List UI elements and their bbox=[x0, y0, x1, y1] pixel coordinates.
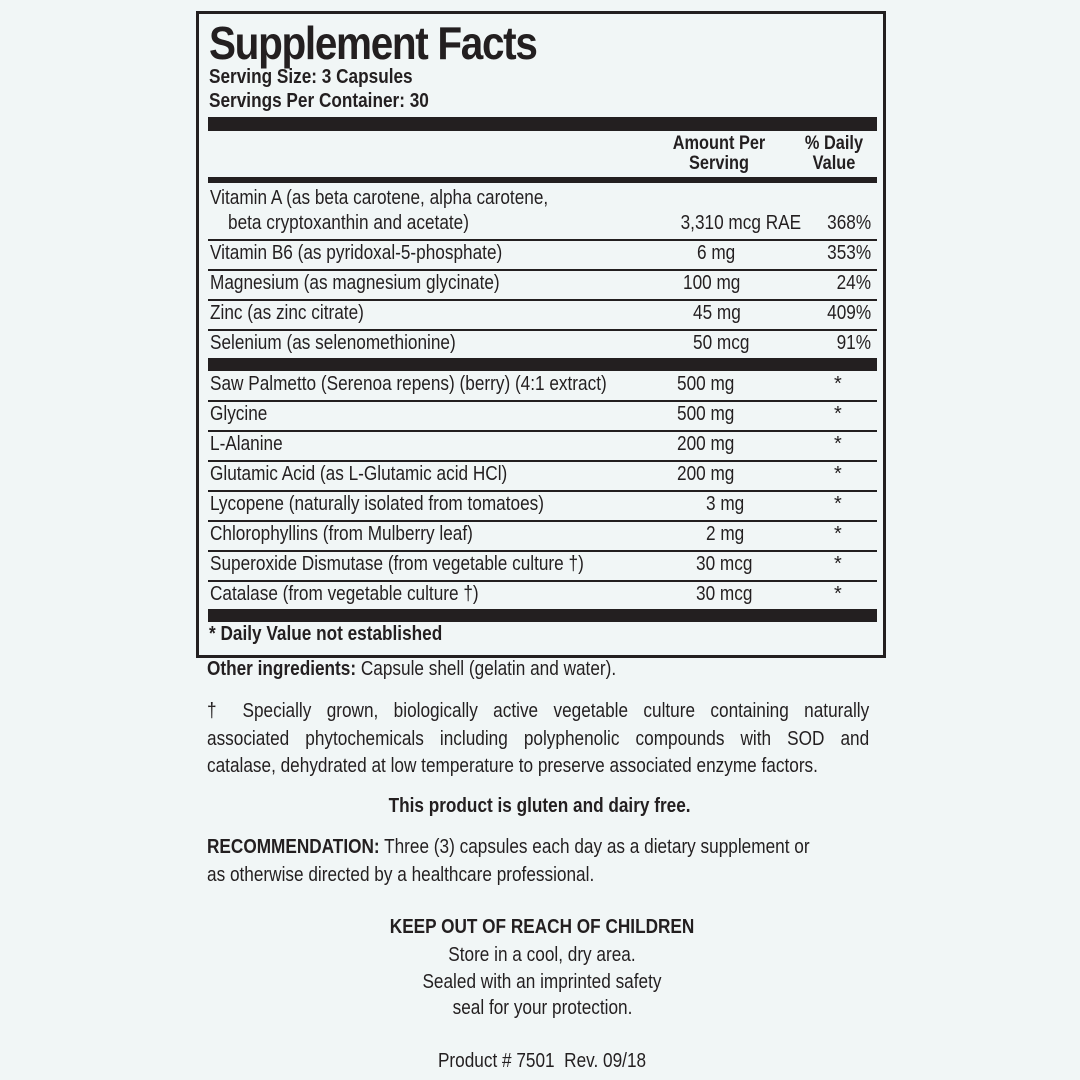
ingredient-dv: * bbox=[834, 523, 842, 545]
ingredient-amount: 500 mg bbox=[677, 403, 735, 425]
daily-value-footnote: * Daily Value not established bbox=[209, 623, 443, 645]
nutrient-amount: 100 mg bbox=[683, 272, 741, 294]
seal-text: Sealed with an imprinted safety bbox=[422, 971, 662, 993]
ingredient-dv: * bbox=[834, 493, 842, 515]
recommendation-cont: as otherwise directed by a healthcare professional. bbox=[207, 864, 595, 886]
row-divider bbox=[208, 430, 877, 432]
thick-divider bbox=[208, 117, 877, 131]
nutrient-name: Zinc (as zinc citrate) bbox=[210, 302, 364, 324]
recommendation-label: RECOMMENDATION: bbox=[207, 836, 380, 858]
ingredient-dv: * bbox=[834, 373, 842, 395]
dv-header-line1: % Daily bbox=[804, 133, 864, 154]
nutrient-name: Magnesium (as magnesium glycinate) bbox=[210, 272, 500, 294]
ingredient-name: Catalase (from vegetable culture †) bbox=[210, 583, 479, 605]
ingredient-dv: * bbox=[834, 553, 842, 575]
row-divider bbox=[208, 460, 877, 462]
row-divider bbox=[208, 490, 877, 492]
servings-per-container: Servings Per Container: 30 bbox=[209, 90, 429, 112]
nutrient-amount: 6 mg bbox=[697, 242, 736, 264]
nutrient-dv: 409% bbox=[827, 302, 871, 324]
row-divider bbox=[208, 580, 877, 582]
amount-header bbox=[642, 134, 797, 174]
ingredient-amount: 200 mg bbox=[677, 433, 735, 455]
storage-line bbox=[2, 944, 1080, 967]
product-number-text: Product # 7501 Rev. 09/18 bbox=[437, 1050, 647, 1072]
seal-line-cont bbox=[2, 997, 1080, 1020]
warning-title-text: KEEP OUT OF REACH OF CHILDREN bbox=[389, 916, 695, 938]
recommendation-text: Three (3) capsules each day as a dietary supplement or bbox=[379, 836, 810, 858]
thick-divider bbox=[208, 358, 877, 371]
nutrient-amount: 45 mg bbox=[693, 302, 741, 324]
nutrient-name: Selenium (as selenomethionine) bbox=[210, 332, 456, 354]
ingredient-name: L-Alanine bbox=[210, 433, 283, 455]
ingredient-amount: 3 mg bbox=[706, 493, 745, 515]
amount-header-line1: Amount Per bbox=[672, 133, 766, 154]
product-number bbox=[2, 1050, 1080, 1073]
nutrient-name: Vitamin A (as beta carotene, alpha carotene, bbox=[210, 187, 549, 209]
ingredient-dv: * bbox=[834, 403, 842, 425]
storage-text: Store in a cool, dry area. bbox=[448, 944, 636, 966]
row-divider bbox=[208, 520, 877, 522]
ingredient-name: Superoxide Dismutase (from vegetable culture †) bbox=[210, 553, 584, 575]
row-divider bbox=[208, 269, 877, 271]
nutrient-dv: 24% bbox=[836, 272, 871, 294]
allergen-text: This product is gluten and dairy free. bbox=[388, 795, 691, 817]
serving-size: Serving Size: 3 Capsules bbox=[209, 66, 413, 88]
thick-divider bbox=[208, 609, 877, 622]
dagger-note-line: associated phytochemicals including polyphenolic compounds with SOD and bbox=[207, 727, 870, 750]
warning-title bbox=[2, 916, 1080, 939]
row-divider bbox=[208, 329, 877, 331]
nutrient-dv: 353% bbox=[827, 242, 871, 264]
daily-value-header bbox=[795, 134, 872, 174]
dv-header-line2: Value bbox=[812, 153, 856, 174]
other-ingredients-label: Other ingredients: bbox=[207, 658, 357, 680]
ingredient-name: Saw Palmetto (Serenoa repens) (berry) (4:1 extract) bbox=[210, 373, 607, 395]
ingredient-dv: * bbox=[834, 463, 842, 485]
nutrient-dv: 91% bbox=[836, 332, 871, 354]
allergen-statement bbox=[0, 795, 1080, 818]
row-divider bbox=[208, 239, 877, 241]
row-divider bbox=[208, 299, 877, 301]
dagger-note-line: † Specially grown, biologically active vegetable culture containing naturally bbox=[207, 700, 870, 722]
medium-divider bbox=[208, 177, 877, 183]
nutrient-dv: 368% bbox=[827, 212, 871, 234]
other-ingredients bbox=[207, 658, 616, 681]
seal-line bbox=[2, 971, 1080, 994]
ingredient-dv: * bbox=[834, 583, 842, 605]
seal-text-cont: seal for your protection. bbox=[452, 997, 632, 1019]
supplement-facts-panel bbox=[196, 11, 886, 658]
ingredient-amount: 500 mg bbox=[677, 373, 735, 395]
amount-header-line2: Serving bbox=[689, 153, 749, 174]
ingredient-dv: * bbox=[834, 433, 842, 455]
ingredient-amount: 2 mg bbox=[706, 523, 745, 545]
recommendation bbox=[207, 836, 810, 859]
nutrient-name-cont: beta cryptoxanthin and acetate) bbox=[228, 212, 469, 234]
nutrient-name: Vitamin B6 (as pyridoxal-5-phosphate) bbox=[210, 242, 503, 264]
ingredient-name: Lycopene (naturally isolated from tomatoes) bbox=[210, 493, 544, 515]
panel-title: Supplement Facts bbox=[209, 17, 537, 69]
nutrient-amount: 3,310 mcg RAE bbox=[680, 212, 801, 234]
row-divider bbox=[208, 400, 877, 402]
nutrient-amount: 50 mcg bbox=[693, 332, 750, 354]
ingredient-amount: 30 mcg bbox=[696, 583, 753, 605]
other-ingredients-text: Capsule shell (gelatin and water). bbox=[356, 658, 617, 680]
dagger-note-line: catalase, dehydrated at low temperature to preserve associated enzyme factors. bbox=[207, 755, 818, 777]
ingredient-name: Glycine bbox=[210, 403, 268, 425]
ingredient-amount: 200 mg bbox=[677, 463, 735, 485]
ingredient-name: Glutamic Acid (as L-Glutamic acid HCl) bbox=[210, 463, 508, 485]
ingredient-amount: 30 mcg bbox=[696, 553, 753, 575]
dagger-note bbox=[207, 698, 869, 781]
ingredient-name: Chlorophyllins (from Mulberry leaf) bbox=[210, 523, 473, 545]
row-divider bbox=[208, 550, 877, 552]
nutrient-row bbox=[208, 187, 877, 237]
